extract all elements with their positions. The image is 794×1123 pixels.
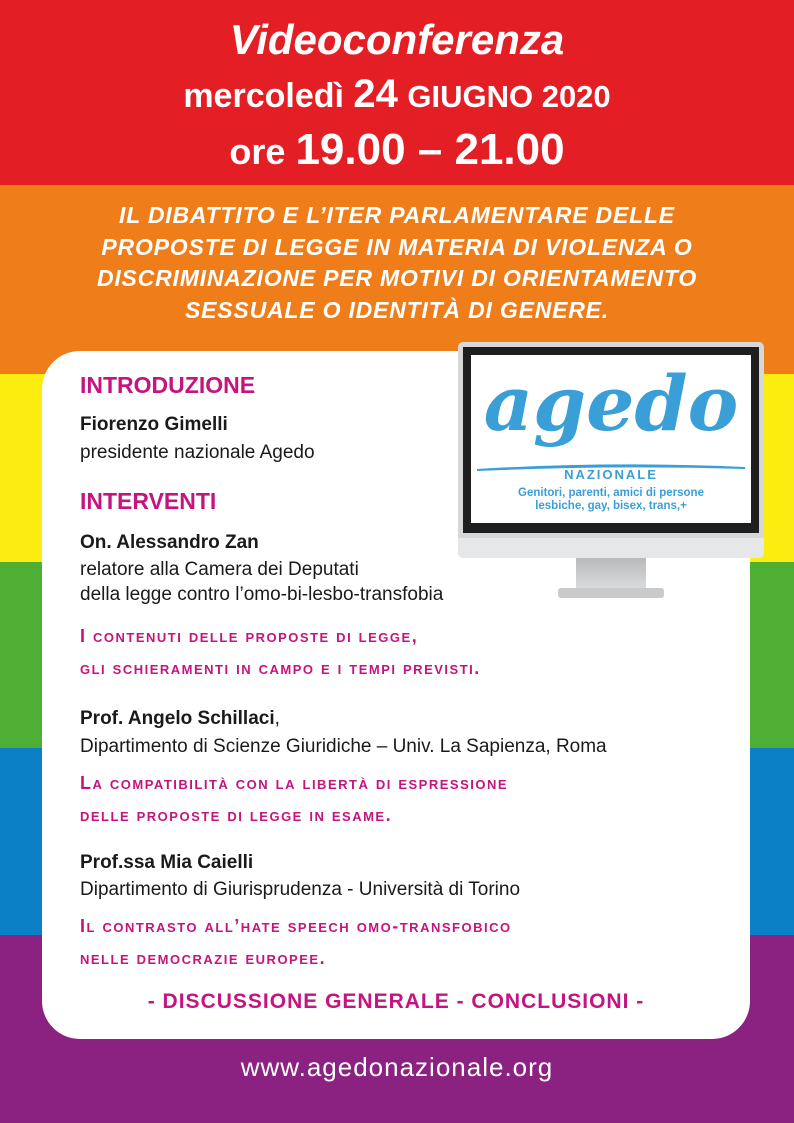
topic-line: Il contrasto all’hate speech omo-transfobico: [80, 916, 512, 936]
event-day: mercoledì: [183, 77, 344, 115]
event-date: [0, 68, 794, 123]
agedo-logo-tagline: [471, 487, 751, 513]
speaker-description: Dipartimento di Giurisprudenza - Università di Torino: [80, 879, 521, 900]
agedo-logo-word: agedo: [483, 359, 739, 448]
tagline-line-1: Genitori, parenti, amici di persone: [518, 487, 704, 499]
monitor-screen: [463, 347, 759, 533]
event-time: [0, 123, 794, 179]
speaker-name: [80, 708, 280, 730]
speaker-description: Dipartimento di Scienze Giuridiche – Univ. La Sapienza, Roma: [80, 736, 607, 757]
topic-line: I contenuti delle proposte di legge,: [80, 626, 419, 646]
speaker-name-text: Prof. Angelo Schillaci: [80, 708, 275, 729]
speaker-name: On. Alessandro Zan: [80, 532, 259, 553]
agedo-logo: [471, 355, 751, 523]
speaker-desc-line: relatore alla Camera dei Deputati: [80, 559, 359, 580]
speaker-topic: [80, 910, 512, 974]
interventi-heading: INTERVENTI: [80, 488, 217, 514]
monitor-base: [558, 588, 664, 598]
subtitle-line: IL DIBATTITO E L’ITER PARLAMENTARE DELLE: [119, 202, 675, 228]
event-month-year: GIUGNO 2020: [407, 79, 611, 114]
monitor-stand: [576, 558, 646, 590]
event-title: Videoconferenza: [229, 16, 565, 63]
intro-speaker-name: Fiorenzo Gimelli: [80, 414, 228, 435]
speaker-name-comma: ,: [274, 708, 280, 729]
event-subtitle: [40, 200, 754, 326]
monitor-illustration: [458, 342, 764, 604]
topic-line: gli schieramenti in campo e i tempi previsti.: [80, 658, 481, 678]
speaker-description: [80, 557, 443, 607]
event-time-range: 19.00 – 21.00: [295, 125, 565, 174]
tagline-line-2: lesbiche, gay, bisex, trans,+: [535, 500, 687, 512]
agedo-logo-nazionale: NAZIONALE: [564, 467, 658, 482]
intro-speaker-role: presidente nazionale Agedo: [80, 442, 315, 463]
speaker-desc-line: della legge contro l’omo-bi-lesbo-transfobia: [80, 584, 444, 605]
speaker-topic: [80, 767, 508, 831]
event-time-prefix: ore: [229, 131, 286, 172]
subtitle-line: PROPOSTE DI LEGGE IN MATERIA DI VIOLENZA O: [101, 233, 693, 260]
website-url[interactable]: www.agedonazionale.org: [240, 1052, 554, 1082]
topic-line: nelle democrazie europee.: [80, 948, 327, 968]
speaker-topic: [80, 620, 481, 684]
subtitle-line: DISCRIMINAZIONE PER MOTIVI DI ORIENTAMENTO: [96, 265, 698, 291]
subtitle-line: SESSUALE O IDENTITÀ DI GENERE.: [185, 296, 609, 323]
intro-heading: INTRODUZIONE: [80, 372, 256, 398]
topic-line: La compatibilità con la libertà di espressione: [80, 773, 509, 793]
event-header: [0, 12, 794, 179]
speaker-name: Prof.ssa Mia Caielli: [80, 852, 254, 873]
topic-line: delle proposte di legge in esame.: [80, 805, 393, 825]
event-date-number: 24: [353, 72, 398, 116]
monitor-chin: [458, 538, 764, 558]
closing-line: - DISCUSSIONE GENERALE - CONCLUSIONI -: [147, 990, 645, 1013]
